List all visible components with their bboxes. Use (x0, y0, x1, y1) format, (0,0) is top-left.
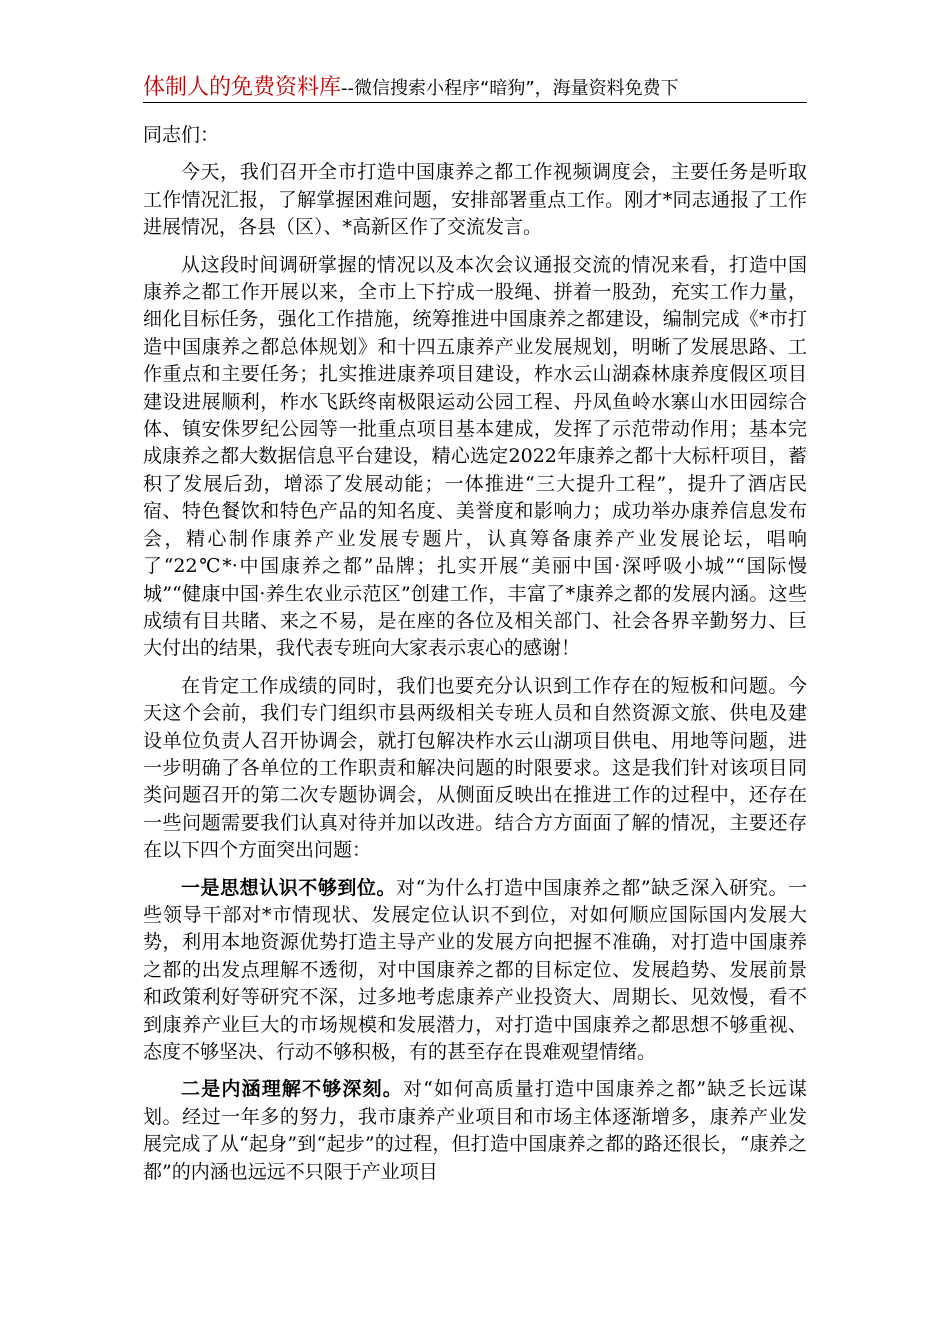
paragraph-lead: 二是内涵理解不够深刻。 (181, 1078, 403, 1101)
header-subtitle: --微信搜索小程序“暗狗”，海量资料免费下 (341, 78, 679, 99)
paragraph-3 (143, 673, 807, 865)
paragraph-4 (143, 875, 807, 1067)
paragraph-text: 对“如何高质量打造中国康养之都”缺乏长远谋划。经过一年多的努力，我市康养产业项目和市场主体逐渐增多，康养产业发展完成了从“起身”到“起步”的过程，但打造中国康养之都的路还很长，“康养之都”的内涵也远远不只限于产业项目 (143, 1078, 807, 1183)
paragraph-5 (143, 1076, 807, 1186)
paragraph-text: 从这段时间调研掌握的情况以及本次会议通报交流的情况来看，打造中国康养之都工作开展以来，全市上下拧成一股绳、拼着一股劲，充实工作力量，细化目标任务，强化工作措施，统筹推进中国康养之都建设，编制完成《*市打造中国康养之都总体规划》和十四五康养产业发展规划，明晰了发展思路、工作重点和主要任务；扎实推进康养项目建设，柞水云山湖森林康养度假区项目建设进展顺利，柞水飞跃终南极限运动公园工程、丹凤鱼岭水寨山水田园综合体、镇安侏罗纪公园等一批重点项目基本建成，发挥了示范带动作用；基本完成康养之都大数据信息平台建设，精心选定2022年康养之都十大标杆项目，蓄积了发展后劲，增添了发展动能；一体推进“三大提升工程”，提升了酒店民宿、特色餐饮和特色产品的知名度、美誉度和影响力；成功举办康养信息发布会，精心制作康养产业发展专题片，认真筹备康养产业发展论坛，唱响了“22℃*·中国康养之都”品牌；扎实开展“美丽中国·深呼吸小城”“国际慢城”“健康中国·养生农业示范区”创建工作，丰富了*康养之都的发展内涵。这些成绩有目共睹、来之不易，是在座的各位及相关部门、社会各界辛勤努力、巨大付出的结果，我代表专班向大家表示衷心的感谢！ (143, 253, 807, 660)
salutation: 同志们： (143, 124, 220, 146)
document-body (143, 122, 807, 1196)
paragraph-2 (143, 252, 807, 663)
paragraph-text: 在肯定工作成绩的同时，我们也要充分认识到工作存在的短板和问题。今天这个会前，我们专门组织市县两级相关专班人员和自然资源文旅、供电及建设单位负责人召开协调会，就打包解决柞水云山湖项目供电、用地等问题，进一步明确了各单位的工作职责和解决问题的时限要求。这是我们针对该项目同类问题召开的第二次专题协调会，从侧面反映出在推进工作的过程中，还存在一些问题需要我们认真对待并加以改进。结合方方面面了解的情况，主要还存在以下四个方面突出问题： (143, 674, 807, 862)
paragraph-lead: 一是思想认识不够到位。 (181, 876, 397, 899)
paragraph-text: 对“为什么打造中国康养之都”缺乏深入研究。一些领导干部对*市情现状、发展定位认识不到位，对如何顺应国际国内发展大势，利用本地资源优势打造主导产业的发展方向把握不准确，对打造中国康养之都的出发点理解不透彻，对中国康养之都的目标定位、发展趋势、发展前景和政策利好等研究不深，过多地考虑康养产业投资大、周期长、见效慢，看不到康养产业巨大的市场规模和发展潜力，对打造中国康养之都思想不够重视、态度不够坚决、行动不够积极，有的甚至存在畏难观望情绪。 (143, 876, 807, 1063)
paragraph-1 (143, 159, 807, 241)
header-brand: 体制人的免费资料库 (143, 75, 342, 100)
paragraph-text: 今天，我们召开全市打造中国康养之都工作视频调度会，主要任务是听取工作情况汇报，了解掌握困难问题，安排部署重点工作。刚才*同志通报了工作进展情况，各县（区）、*高新区作了交流发言。 (143, 161, 807, 239)
page-header (143, 70, 807, 103)
